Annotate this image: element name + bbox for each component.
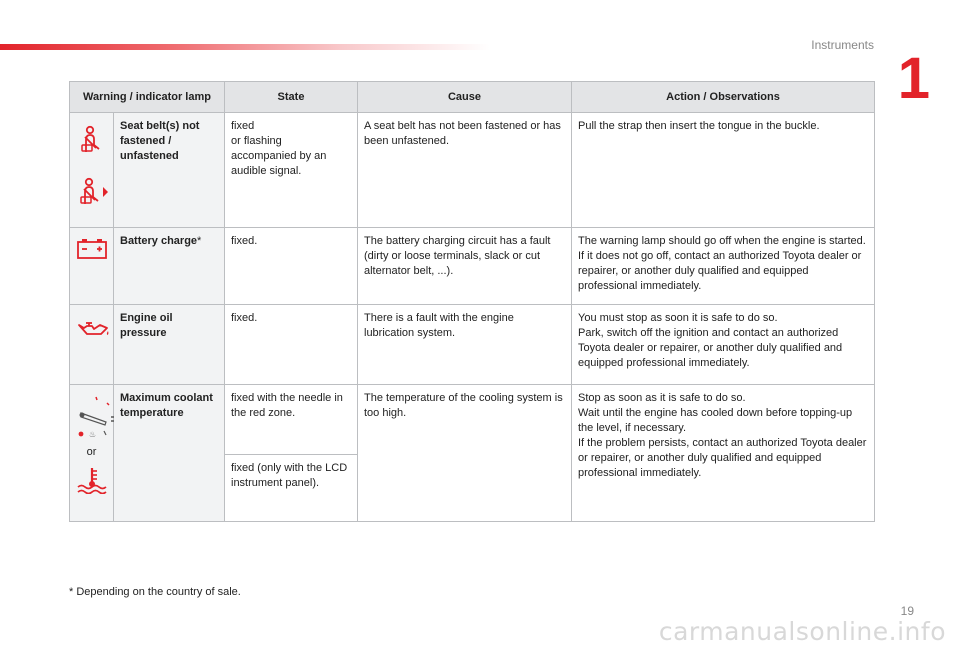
- action-battery: The warning lamp should go off when the engine is started. If it does not go off, contact an authorized Toyota dealer or repairer, or another duly qualified and equipped professional immediately.: [572, 228, 875, 305]
- icon-cell-oil: [70, 305, 114, 385]
- watermark: carmanualsonline.info: [658, 617, 946, 646]
- oil-can-icon: [76, 317, 110, 339]
- action-oil: You must stop as soon it is safe to do so. Park, switch off the ignition and contact an authorized Toyota dealer or repairer, or another duly qualified and equipped professional immediately.: [572, 305, 875, 385]
- coolant-temperature-icon: [76, 466, 108, 494]
- svg-text:♨: ♨: [89, 430, 97, 439]
- cause-seatbelt: A seat belt has not been fastened or has been unfastened.: [358, 113, 572, 228]
- table-row-seatbelt: [70, 113, 875, 228]
- or-label: or: [86, 446, 97, 458]
- lamp-name-battery: [114, 228, 225, 305]
- state-battery: fixed.: [225, 228, 358, 305]
- cause-battery: The battery charging circuit has a fault (dirty or loose terminals, slack or cut alternator belt, ...).: [358, 228, 572, 305]
- cause-coolant: The temperature of the cooling system is too high.: [358, 385, 572, 522]
- footnote: * Depending on the country of sale.: [69, 586, 241, 598]
- temperature-gauge-icon: [76, 393, 116, 439]
- section-title: Instruments: [811, 38, 874, 52]
- state-seatbelt: fixed or flashing accompanied by an audible signal.: [225, 113, 358, 228]
- table-row-coolant: [70, 385, 875, 455]
- lamp-label-battery: Battery charge: [120, 235, 198, 247]
- cause-oil: There is a fault with the engine lubrication system.: [358, 305, 572, 385]
- table-row-oil: [70, 305, 875, 385]
- chapter-color-bar: [0, 44, 490, 50]
- warning-lamp-table: [69, 81, 875, 522]
- table-row-battery: [70, 228, 875, 305]
- column-header-lamp: Warning / indicator lamp: [70, 82, 225, 113]
- lamp-name-coolant: Maximum coolant temperature: [114, 385, 225, 522]
- state-oil: fixed.: [225, 305, 358, 385]
- icon-cell-coolant: [70, 385, 114, 522]
- lamp-name-seatbelt: Seat belt(s) not fastened / unfastened: [114, 113, 225, 228]
- seatbelt-icon: [77, 125, 107, 155]
- battery-icon: [76, 238, 108, 260]
- page-number: 19: [900, 604, 914, 618]
- icon-cell-seatbelt: [70, 113, 114, 228]
- icon-cell-battery: [70, 228, 114, 305]
- table-header-row: [70, 82, 875, 113]
- action-seatbelt: Pull the strap then insert the tongue in the buckle.: [572, 113, 875, 228]
- state-coolant-lcd: fixed (only with the LCD instrument panel).: [225, 455, 358, 522]
- footnote-mark: *: [197, 235, 202, 247]
- seatbelt-flashing-icon: [76, 177, 110, 207]
- chapter-number: 1: [897, 46, 930, 111]
- lamp-name-oil: Engine oil pressure: [114, 305, 225, 385]
- column-header-state: State: [225, 82, 358, 113]
- state-coolant-gauge: fixed with the needle in the red zone.: [225, 385, 358, 455]
- column-header-cause: Cause: [358, 82, 572, 113]
- column-header-action: Action / Observations: [572, 82, 875, 113]
- action-coolant: Stop as soon as it is safe to do so. Wait until the engine has cooled down before topping-up the level, if necessary. If the problem persists, contact an authorized Toyota dealer or repairer, or another duly qualified and equipped professional immediately.: [572, 385, 875, 522]
